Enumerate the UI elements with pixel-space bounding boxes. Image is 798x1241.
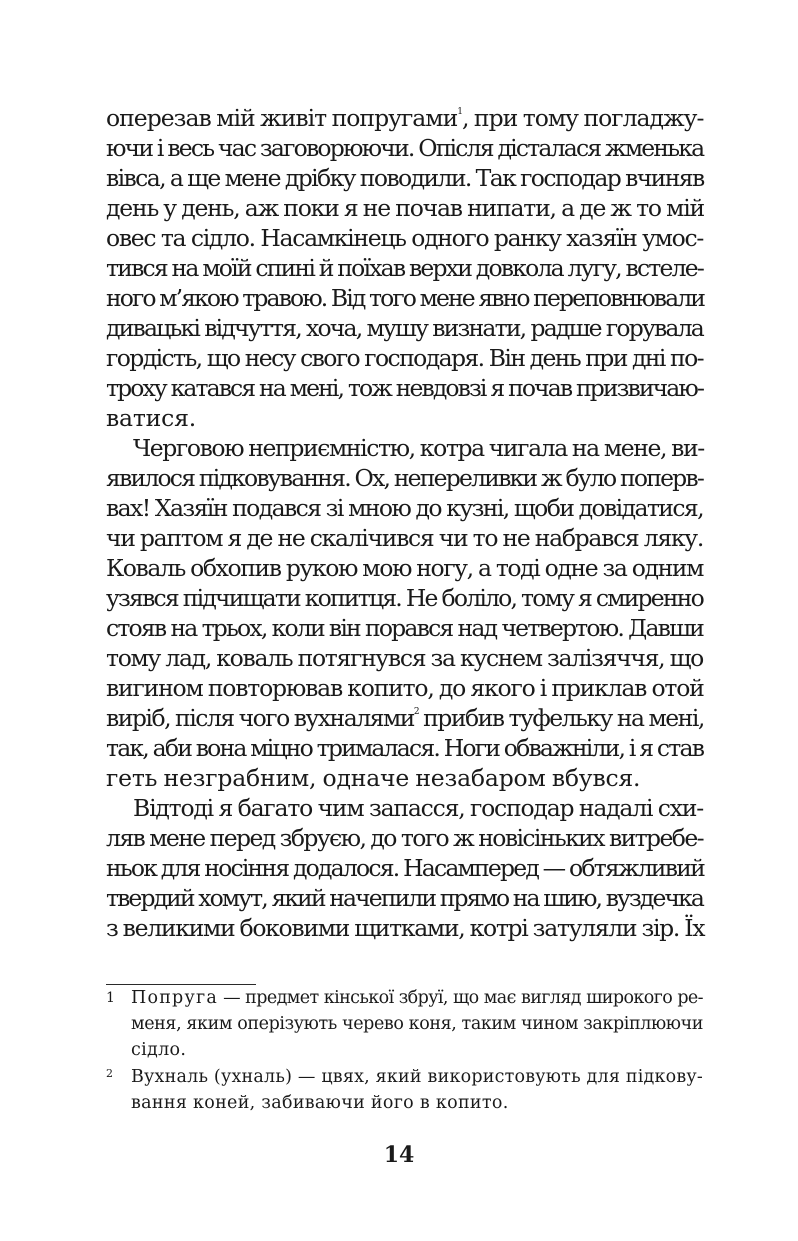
body-line-10: троху катався на мені, тож невдовзі я почав призвичаю- bbox=[106, 374, 703, 402]
body-line-28: з великими боковими щитками, котрі затуляли зір. Їх bbox=[106, 914, 705, 942]
footnote-2-line-2: вання коней, забиваючи його в копито. bbox=[131, 1093, 509, 1113]
footnote-1-marker: 1 bbox=[106, 990, 115, 1006]
footnote-2-line-1: Вухналь (ухналь) — цвях, який використовують для підкову- bbox=[131, 1067, 704, 1087]
page-number: 14 bbox=[383, 1142, 415, 1168]
footnote-1-line-2: меня, яким оперізують черево коня, таким чином закріплюючи bbox=[131, 1014, 704, 1034]
body-line-26: ньок для носіння додалося. Насамперед — обтяжливий bbox=[106, 854, 704, 882]
body-line-27: твердий хомут, який начепили прямо на шию, вуздечка bbox=[106, 884, 703, 912]
body-line-21: виріб, після чого вухналями$^2$ прибив туфельку на мені, bbox=[106, 704, 704, 732]
body-line-19: тому лад, коваль потягнувся за куснем залізяччя, що bbox=[106, 644, 703, 672]
body-line-16: Коваль обхопив рукою мою ногу, а тоді одне за одним bbox=[106, 554, 703, 582]
footnote-1-line-1: Попруга — предмет кінської збруї, що має вигляд широкого ре- bbox=[131, 988, 703, 1008]
body-line-12: Черговою неприємністю, котра чигала на мене, ви- bbox=[133, 434, 704, 462]
body-line-5: овес та сідло. Насамкінець одного ранку хазяїн умос- bbox=[106, 224, 703, 252]
body-line-7: ного м’якою травою. Від того мене явно переповнювали bbox=[106, 284, 704, 312]
body-line-17: узявся підчищати копитця. Не боліло, тому я смиренно bbox=[106, 584, 703, 612]
body-line-22: так, аби вона міцно трималася. Ноги обважніли, і я став bbox=[106, 734, 704, 762]
footnote-ref-2: 2 bbox=[413, 707, 419, 717]
body-line-24: Відтоді я багато чим запасся, господар надалі схи- bbox=[133, 794, 703, 822]
body-line-13: явилося підковування. Ох, непереливки ж було поперв- bbox=[106, 464, 703, 492]
body-line-6: тився на моїй спині й поїхав верхи довкола лугу, встеле- bbox=[106, 254, 703, 282]
body-line-4: день у день, аж поки я не почав нипати, а де ж то мій bbox=[106, 194, 704, 222]
footnote-2-marker: 2 bbox=[106, 1067, 113, 1080]
body-line-23: геть незграбним, одначе незабаром вбувся. bbox=[106, 764, 641, 792]
body-line-3: вівса, а ще мене дрібку поводили. Так господар вчиняв bbox=[106, 164, 704, 192]
body-line-2: ючи і весь час заговорюючи. Опісля дісталася жменька bbox=[106, 134, 704, 162]
footnote-1-term: Попруга bbox=[131, 988, 218, 1008]
body-line-25: ляв мене перед збруєю, до того ж новісіньких витребе- bbox=[106, 824, 703, 852]
body-line-9: гордість, що несу свого господаря. Він день при дні по- bbox=[106, 344, 703, 372]
body-line-14: вах! Хазяїн подався зі мною до кузні, щоби довідатися, bbox=[106, 494, 703, 522]
body-line-1: оперезав мій живіт попругами$^1$, при тому погладжу- bbox=[106, 104, 704, 132]
body-line-11: ватися. bbox=[106, 404, 196, 432]
footnote-1-line-3: сідло. bbox=[131, 1040, 187, 1060]
body-line-15: чи раптом я де не скалічився чи то не набрався ляку. bbox=[106, 524, 703, 552]
body-line-8: дивацькі відчуття, хоча, мушу визнати, радше горувала bbox=[106, 314, 703, 342]
body-line-20: вигином повторював копито, до якого і приклав отой bbox=[106, 674, 704, 702]
footnote-2-term: Вухналь (ухналь) bbox=[131, 1067, 293, 1087]
footnote-ref-1: 1 bbox=[457, 107, 462, 117]
body-line-18: стояв на трьох, коли він порався над четвертою. Давши bbox=[106, 614, 703, 642]
